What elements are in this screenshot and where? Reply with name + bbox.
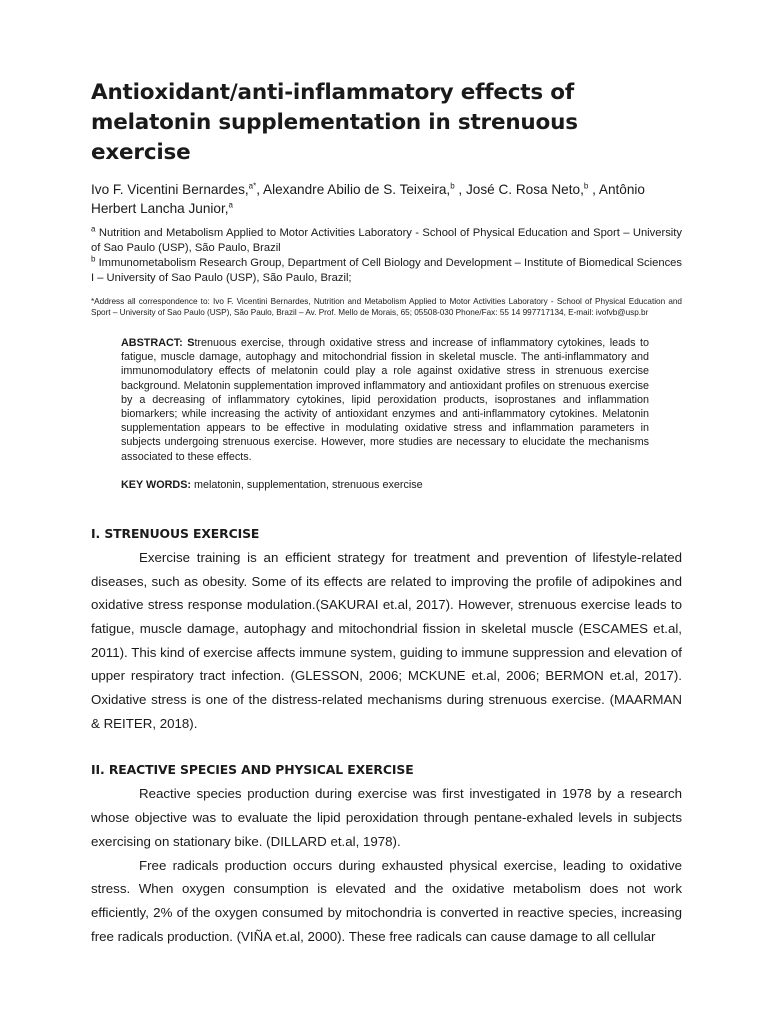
abstract (121, 336, 649, 464)
section-1-paragraph-1: Exercise training is an efficient strategy for treatment and prevention of lifestyle-related diseases, such as obesity. Some of its effects are related to improving the profile of adipokines and oxidative stress response modulation.(SAKURAI et.al, 2017). However, strenuous exercise leads to fatigue, muscle damage, autophagy and mitochondrial fission in skeletal muscle (ESCAMES et.al, 2011). This kind of exercise affects immune system, guiding to immune suppression and elevation of upper respiratory tract infection. (GLESSON, 2006; MCKUNE et.al, 2006; BERMON et.al, 2017). Oxidative stress is one of the distress-related mechanisms during strenuous exercise. (MAARMAN & REITER, 2018). (91, 549, 682, 731)
abstract-label: ABSTRACT: (121, 337, 183, 349)
keywords-text: melatonin, supplementation, strenuous exercise (191, 478, 423, 491)
section-heading-strenuous-exercise: I. STRENUOUS EXERCISE (91, 525, 260, 541)
affiliation-a-text: Nutrition and Metabolism Applied to Motor Activities Laboratory - School of Physical Education and Sport – University of Sao Paulo (USP), São Paulo, Brazil (91, 227, 682, 254)
abstract-text: trenuous exercise, through oxidative stress and increase of inflammatory cytokines, leads to fatigue, muscle damage, autophagy and mitochondrial fission in skeletal muscle. The anti-inflammatory and immunomodulatory effects of melatonin could play a role against oxidative stress in strenuous exercise background. Melatonin supplementation improved inflammatory and antioxidant profiles on strenuous exercise by a decreasing of inflammatory cytokines, lipid peroxidation products, isoprostanes and inflammation biomarkers; while increasing the activity of antioxidant enzymes and anti-inflammatory cytokines. Melatonin supplementation appears to be effective in modulating oxidative stress and inflammation parameters in subjects undergoing strenuous exercise. However, more studies are necessary to elucidate the mechanisms associated to these effects. (121, 337, 649, 463)
affiliation-b (91, 256, 682, 286)
affiliation-a-mark: a (91, 224, 96, 234)
author-list (91, 180, 682, 218)
keywords-label: KEY WORDS: (121, 478, 191, 491)
author-1-sup: a* (248, 181, 257, 191)
author-2: , Alexandre Abilio de S. Teixeira, (256, 182, 451, 197)
abstract-first-letter: S (182, 337, 195, 349)
affiliation-b-mark: b (91, 254, 96, 264)
author-4-sup: a (228, 200, 233, 210)
section-heading-reactive-species: II. REACTIVE SPECIES AND PHYSICAL EXERCISE (91, 762, 414, 778)
author-3-sup: b (583, 181, 589, 191)
keywords (121, 478, 649, 492)
section-2-paragraph-1: Reactive species production during exercise was first investigated in 1978 by a research whose objective was to evaluate the lipid peroxidation through pentane-exhaled levels in subjects exercising on stationary bike. (DILLARD et.al, 1978). (91, 786, 682, 849)
author-2-sup: b (450, 181, 455, 191)
author-3: , José C. Rosa Neto, (454, 182, 584, 197)
author-4: , Antônio Herbert Lancha Junior, (91, 182, 645, 216)
section-2-paragraph-2: Free radicals production occurs during exhausted physical exercise, leading to oxidative stress. When oxygen consumption is elevated and the oxidative metabolism does not work efficiently, 2% of the oxygen consumed by mitochondria is converted in reactive species, increasing free radicals production. (VIÑA et.al, 2000). These free radicals can cause damage to all cellular (91, 857, 682, 944)
correspondence-note: *Address all correspondence to: Ivo F. Vicentini Bernardes, Nutrition and Metabolism Applied to Motor Activities Laboratory - School of Physical Education and Sport – University of Sao Paulo (USP), São Paulo, Brazil – Av. Prof. Mello de Morais, 65; 05508-030 Phone/Fax: 55 14 997717134, E-mail: ivofvb@usp.br (91, 297, 682, 317)
paper-title: Antioxidant/anti-inflammatory effects of melatonin supplementation in strenuous exercise (91, 80, 578, 165)
author-1: Ivo F. Vicentini Bernardes, (91, 182, 249, 197)
affiliation-a (91, 226, 682, 256)
affiliation-b-text: Immunometabolism Research Group, Department of Cell Biology and Development – Institute of Biomedical Sciences I – University of Sao Paulo (USP), São Paulo, Brazil; (91, 257, 682, 284)
